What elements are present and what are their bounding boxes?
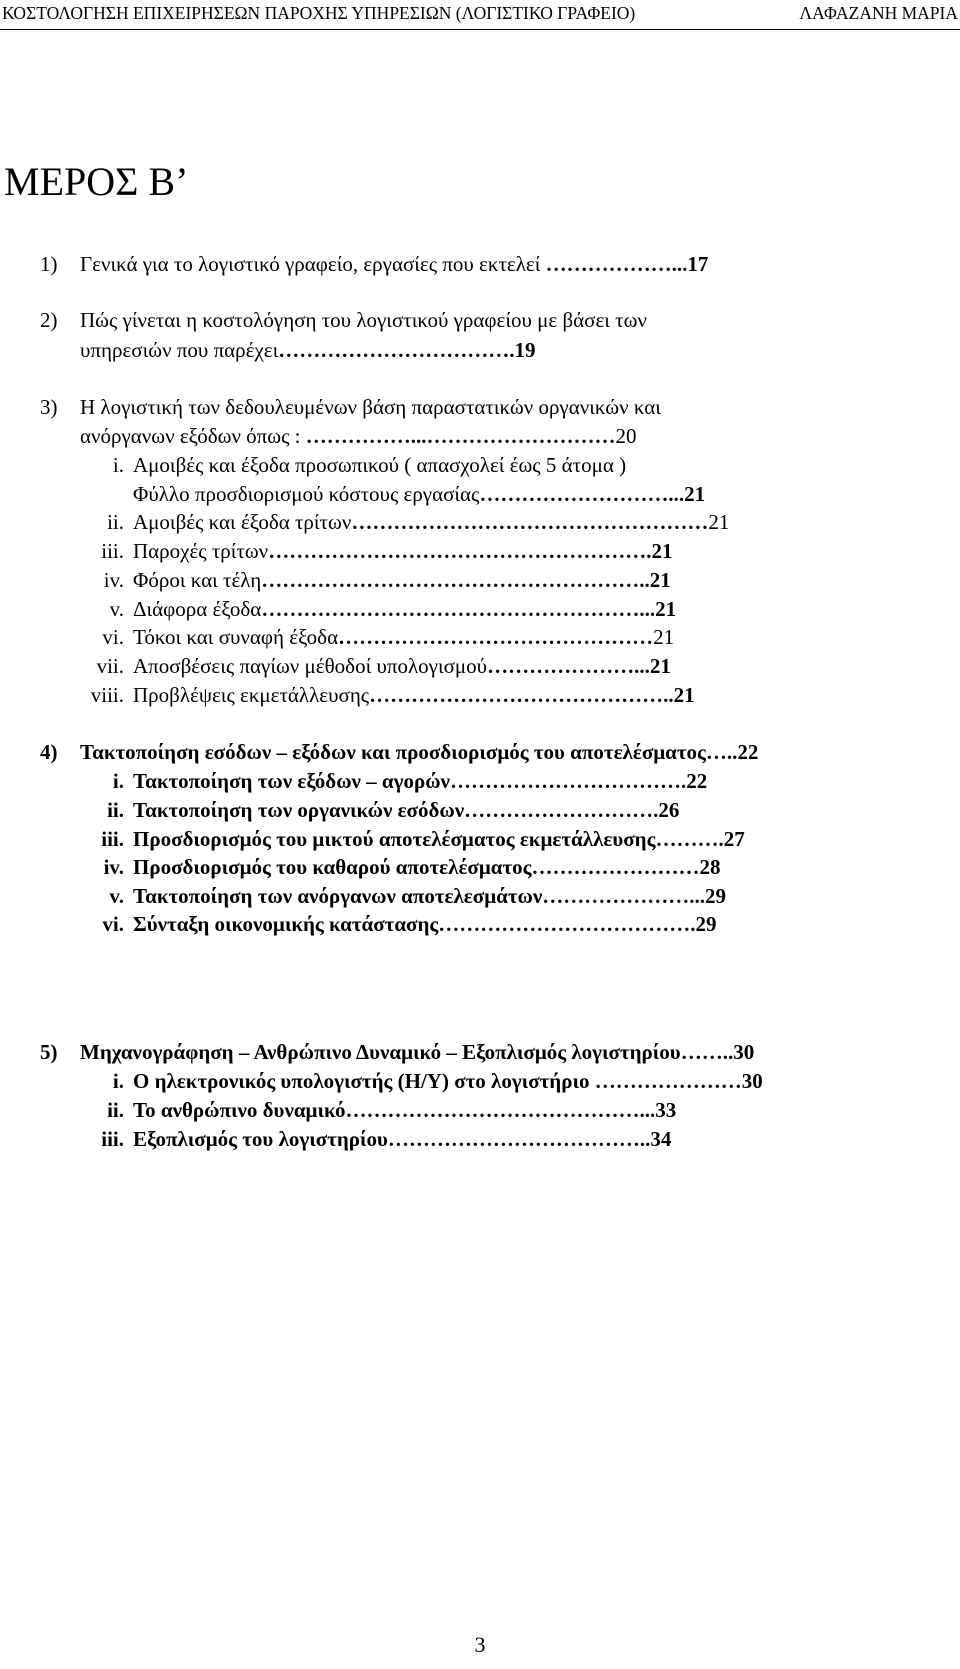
header-title: ΚΟΣΤΟΛΟΓΗΣΗ ΕΠΙΧΕΙΡΗΣΕΩΝ ΠΑΡΟΧΗΣ ΥΠΗΡΕΣΙΩΝ (ΛΟΓΙΣΤΙΚΟ ΓΡΑΦΕΙΟ) bbox=[2, 3, 636, 23]
header-author: ΛΑΦΑΖΑΝΗ ΜΑΡΙΑ bbox=[799, 3, 958, 23]
page-number: 3 bbox=[474, 1632, 486, 1657]
running-header bbox=[0, 0, 960, 30]
part-title: ΜΕΡΟΣ Β’ bbox=[4, 159, 189, 204]
